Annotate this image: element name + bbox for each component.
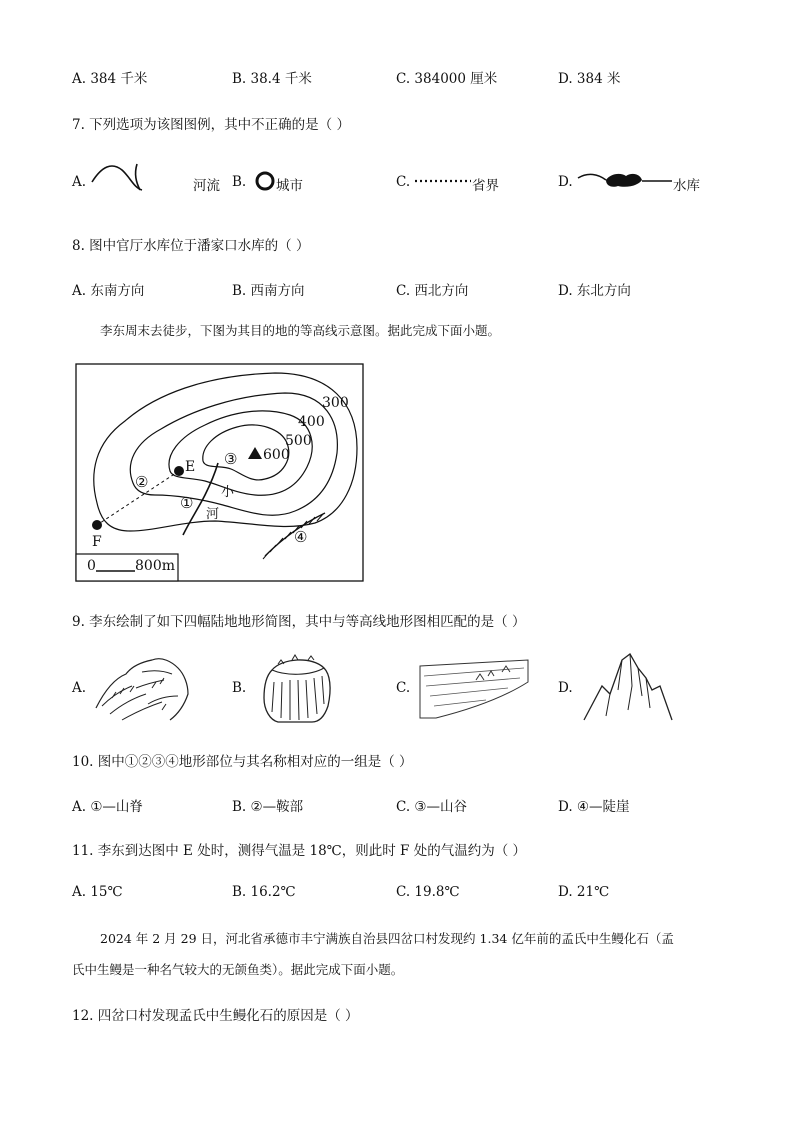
q7-option-d-prefix[interactable]: D. xyxy=(558,174,573,190)
q12-stem: 12. 四岔口村发现孟氏中生鳗化石的原因是（ ） xyxy=(72,1008,359,1024)
contour-label-500: 500 xyxy=(285,433,312,449)
q11-option-a[interactable]: A. 15℃ xyxy=(72,884,123,900)
q8-option-d[interactable]: D. 东北方向 xyxy=(558,283,631,299)
marker-2: ② xyxy=(135,473,149,491)
terrain-sketch-a-icon xyxy=(92,648,192,728)
q9-option-b-label[interactable]: B. xyxy=(232,680,247,696)
passage-fossil-line-2: 氏中生鳗是一种名气较大的无颌鱼类）。据此完成下面小题。 xyxy=(72,962,404,977)
passage-fossil-line-1: 2024 年 2 月 29 日，河北省承德市丰宁满族自治县四岔口村发现约 1.34 亿年前的孟氏中生鳗化石（孟 xyxy=(100,931,674,946)
q8-stem: 8. 图中官厅水库位于潘家口水库的（ ） xyxy=(72,238,310,254)
q9-stem: 9. 李东绘制了如下四幅陆地地形简图，其中与等高线地形图相匹配的是（ ） xyxy=(72,614,526,630)
river-char-2: 河 xyxy=(206,507,220,522)
province-border-symbol-icon xyxy=(413,176,473,186)
q9-option-c-label[interactable]: C. xyxy=(396,680,411,696)
river-char-1: 小 xyxy=(221,485,235,500)
q7-option-b-prefix[interactable]: B. xyxy=(232,174,247,190)
terrain-sketch-b-icon xyxy=(252,648,342,728)
terrain-sketch-d-icon xyxy=(580,650,676,722)
city-symbol-icon xyxy=(254,170,276,192)
q8-option-b[interactable]: B. 西南方向 xyxy=(232,283,305,299)
q7-option-a-label: 河流 xyxy=(193,178,220,194)
q7-option-c-label: 省界 xyxy=(472,178,499,194)
contour-label-300: 300 xyxy=(322,395,349,411)
scale-zero: 0 xyxy=(87,558,96,574)
passage-intro-hiking: 李东周末去徒步，下图为其目的地的等高线示意图。据此完成下面小题。 xyxy=(100,323,501,338)
reservoir-symbol-icon xyxy=(576,168,674,194)
q10-option-b[interactable]: B. ②—鞍部 xyxy=(232,799,304,815)
q7-option-c-prefix[interactable]: C. xyxy=(396,174,411,190)
q11-option-b[interactable]: B. 16.2℃ xyxy=(232,884,296,900)
scale-length: 800m xyxy=(135,558,175,574)
marker-3: ③ xyxy=(224,450,238,468)
q11-option-c[interactable]: C. 19.8℃ xyxy=(396,884,460,900)
river-symbol-icon xyxy=(90,160,160,194)
q9-option-d-label[interactable]: D. xyxy=(558,680,573,696)
q8-option-c[interactable]: C. 西北方向 xyxy=(396,283,469,299)
q6-option-b[interactable]: B. 38.4 千米 xyxy=(232,71,312,87)
q7-option-a-prefix[interactable]: A. xyxy=(72,174,87,190)
contour-map xyxy=(75,363,365,583)
q11-stem: 11. 李东到达图中 E 处时，测得气温是 18℃，则此时 F 处的气温约为（ ） xyxy=(72,843,527,859)
q10-stem: 10. 图中①②③④地形部位与其名称相对应的一组是（ ） xyxy=(72,754,413,770)
q9-option-a-label[interactable]: A. xyxy=(72,680,87,696)
q8-option-a[interactable]: A. 东南方向 xyxy=(72,283,145,299)
q10-option-a[interactable]: A. ①—山脊 xyxy=(72,799,143,815)
q7-option-b-label: 城市 xyxy=(276,178,303,194)
terrain-sketch-c-icon xyxy=(416,652,532,722)
q10-option-d[interactable]: D. ④—陡崖 xyxy=(558,799,630,815)
point-f-dot xyxy=(92,520,102,530)
q6-option-a[interactable]: A. 384 千米 xyxy=(72,71,148,87)
point-e-dot xyxy=(174,466,184,476)
marker-1: ① xyxy=(180,494,194,512)
q6-option-c[interactable]: C. 384000 厘米 xyxy=(396,71,498,87)
q11-option-d[interactable]: D. 21℃ xyxy=(558,884,610,900)
q7-option-d-label: 水库 xyxy=(673,178,700,194)
point-f-label: F xyxy=(92,534,102,550)
q7-stem: 7. 下列选项为该图图例，其中不正确的是（ ） xyxy=(72,117,350,133)
q6-option-d[interactable]: D. 384 米 xyxy=(558,71,621,87)
marker-4: ④ xyxy=(294,528,308,546)
contour-label-400: 400 xyxy=(298,414,325,430)
point-e-label: E xyxy=(185,459,196,475)
contour-label-600: 600 xyxy=(263,447,290,463)
q10-option-c[interactable]: C. ③—山谷 xyxy=(396,799,468,815)
